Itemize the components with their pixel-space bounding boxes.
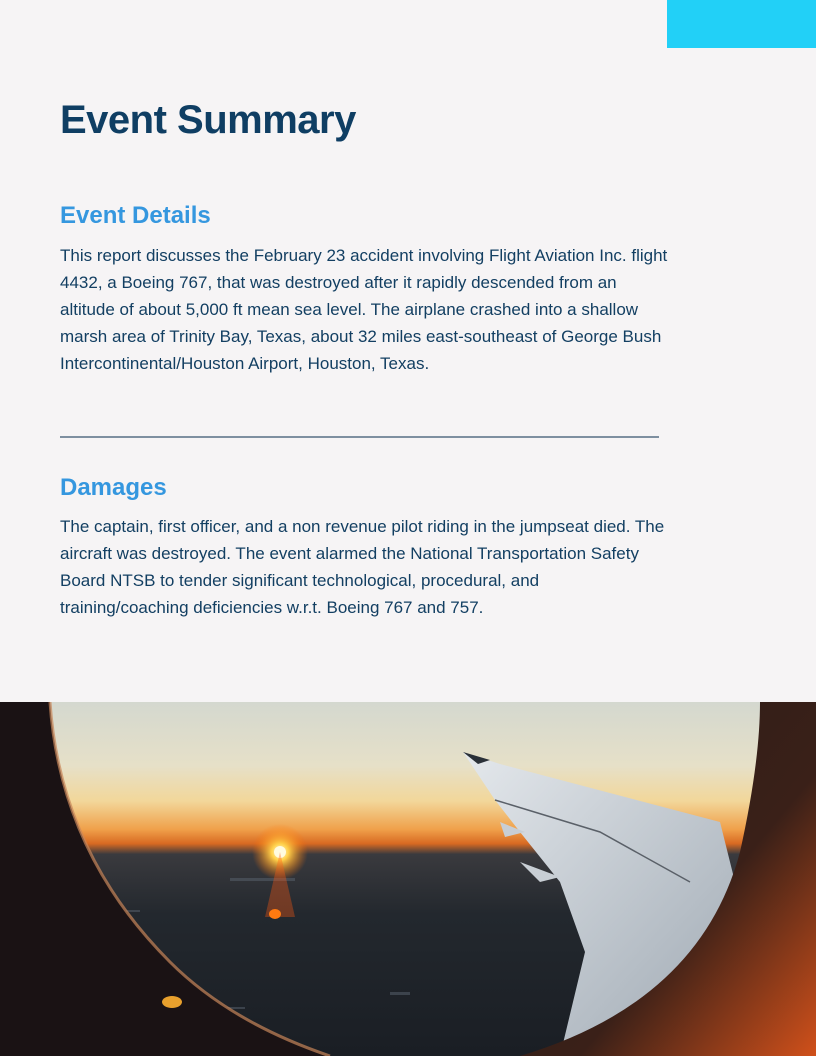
- page-title: Event Summary: [60, 98, 356, 142]
- section-heading-damages: Damages: [60, 474, 167, 501]
- damages-paragraph: The captain, first officer, and a non revenue pilot riding in the jumpseat died. The aircraft was destroyed. The event alarmed the National Transportation Safety Board NTSB to tender significant technological, procedural, and training/coaching deficiencies w.r.t. Boeing 767 and 757.: [60, 517, 665, 617]
- airplane-window-photo: [0, 702, 816, 1056]
- section-heading-event-details: Event Details: [60, 202, 211, 229]
- section-divider: [60, 436, 659, 438]
- accent-bar: [667, 0, 816, 48]
- photo-illustration: [0, 702, 816, 1056]
- event-details-paragraph: This report discusses the February 23 accident involving Flight Aviation Inc. flight 4432, a Boeing 767, that was destroyed after it rapidly descended from an altitude of about 5,000 ft mean sea level. The airplane crashed into a shallow marsh area of Trinity Bay, Texas, about 32 miles east-southeast of George Bush Intercontinental/Houston Airport, Houston, Texas.: [60, 246, 668, 373]
